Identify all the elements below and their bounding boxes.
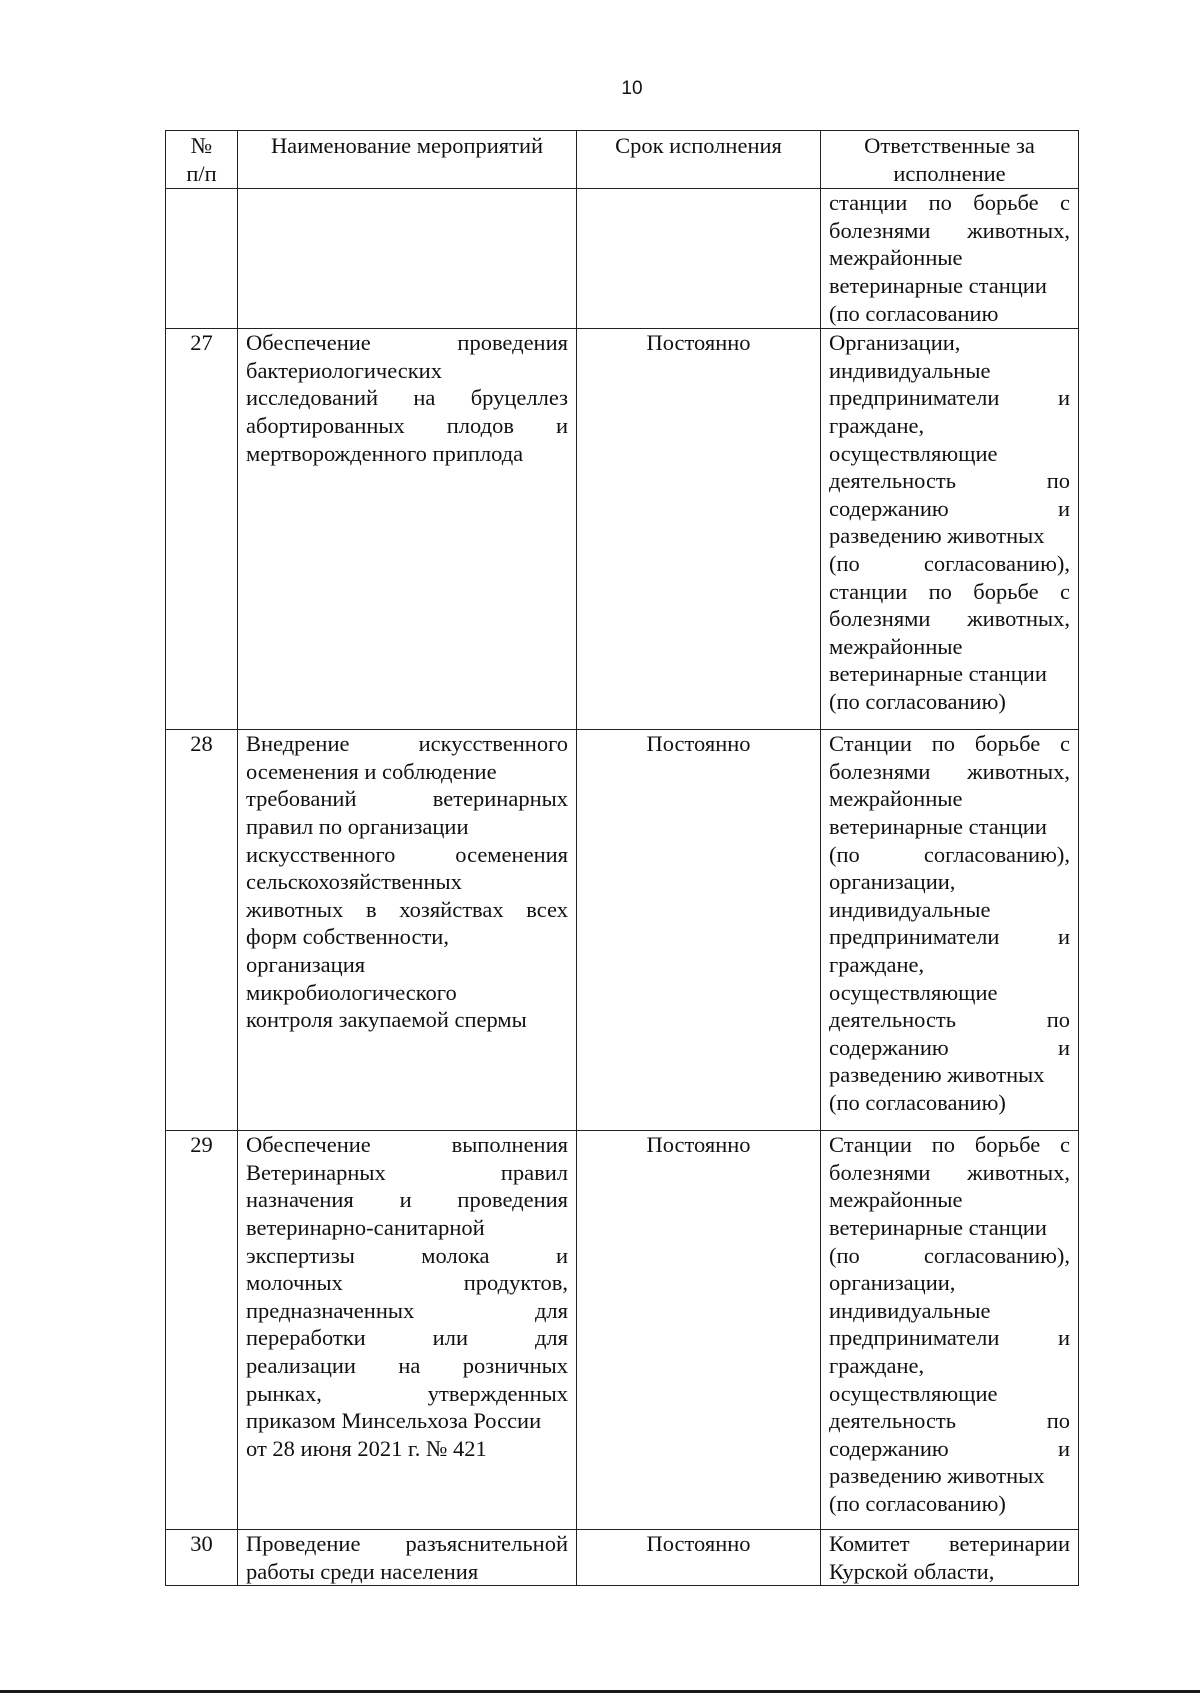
page-number: 10 (621, 78, 643, 99)
responsible-line: станции по борьбе с (829, 190, 1070, 216)
measure-name-line: молочных продуктов, (246, 1270, 568, 1296)
responsible-cell (821, 329, 1079, 730)
responsible-line: осуществляющие (829, 979, 998, 1005)
responsible-line: болезнями животных, (829, 1159, 1070, 1185)
responsible-line: деятельность по (829, 468, 1070, 494)
header-term (577, 131, 821, 189)
row-number-cell: 28 (166, 730, 238, 1131)
responsible-line: (по согласованию), (829, 550, 1070, 576)
responsible-line: болезнями животных, (829, 217, 1070, 243)
measure-name-cell (238, 329, 577, 730)
measure-name-line: осеменения и соблюдение (246, 758, 497, 784)
responsible-line: Комитет ветеринарии (829, 1531, 1070, 1557)
measure-name-cell (238, 1131, 577, 1530)
responsible-line: Организации, (829, 330, 961, 356)
responsible-line: болезнями животных, (829, 606, 1070, 632)
row-number-cell: 30 (166, 1530, 238, 1586)
measure-name-line: бактериологических (246, 357, 442, 383)
responsible-line: организации, (829, 1270, 956, 1296)
responsible-line: межрайонные (829, 1187, 963, 1213)
responsible-line: ветеринарные станции (829, 272, 1047, 298)
measure-name-line: Обеспечение проведения (246, 330, 568, 356)
table-row (166, 329, 1079, 730)
responsible-line: осуществляющие (829, 1380, 998, 1406)
measure-name-line: ветеринарно-санитарной (246, 1214, 485, 1240)
measure-name-line: форм собственности, (246, 924, 449, 950)
responsible-cell (821, 1131, 1079, 1530)
deadline-cell: Постоянно (577, 1530, 821, 1586)
measure-name-line: рынках, утвержденных (246, 1380, 568, 1406)
responsible-line: ветеринарные станции (829, 813, 1047, 839)
header-name (238, 131, 577, 189)
measure-name-cell (238, 1530, 577, 1586)
measure-name-line: назначения и проведения (246, 1187, 568, 1213)
measure-name-line: Обеспечение выполнения (246, 1132, 568, 1158)
deadline-cell: Постоянно (577, 329, 821, 730)
header-num-line: № (190, 133, 213, 158)
responsible-line: (по согласованию) (829, 688, 1006, 714)
responsible-line: станции по борьбе с (829, 578, 1070, 604)
measure-name-line: правил по организации (246, 813, 469, 839)
measure-name-line: Проведение разъяснительной (246, 1531, 568, 1557)
responsible-line: (по согласованию) (829, 1089, 1006, 1115)
row-number-cell: 29 (166, 1131, 238, 1530)
measure-name-line: требований ветеринарных (246, 786, 568, 812)
responsible-line: ветеринарные станции (829, 661, 1047, 687)
measure-name-line: переработки или для (246, 1325, 568, 1351)
responsible-line: содержанию и (829, 1034, 1070, 1060)
measure-name-line: сельскохозяйственных (246, 869, 462, 895)
responsible-line: (по согласованию), (829, 1242, 1070, 1268)
responsible-line: межрайонные (829, 633, 963, 659)
measure-name-line: от 28 июня 2021 г. № 421 (246, 1435, 487, 1461)
measures-table (165, 130, 1079, 1586)
measure-name-line: экспертизы молока и (246, 1242, 568, 1268)
header-num-line: п/п (186, 160, 217, 186)
responsible-line: Курской области, (829, 1558, 995, 1584)
responsible-line: осуществляющие (829, 440, 998, 466)
responsible-line: предприниматели и (829, 924, 1070, 950)
measure-name-line: организация (246, 951, 366, 977)
table-row (166, 1530, 1079, 1586)
table-row (166, 189, 1079, 329)
responsible-line: (по согласованию) (829, 1490, 1006, 1516)
responsible-line: предприниматели и (829, 385, 1070, 411)
responsible-line: разведению животных (829, 523, 1045, 549)
measure-name-line: Внедрение искусственного (246, 731, 568, 757)
responsible-line: содержанию и (829, 495, 1070, 521)
header-term-line: Срок исполнения (615, 133, 782, 158)
responsible-line: разведению животных (829, 1463, 1045, 1489)
responsible-line: граждане, (829, 1352, 925, 1378)
table-header-row (166, 131, 1079, 189)
responsible-line: (по согласованию), (829, 841, 1070, 867)
measure-name-line: работы среди населения (246, 1558, 479, 1584)
responsible-cell (821, 730, 1079, 1131)
binding-edge-line (0, 1690, 1200, 1693)
row-number-cell: 27 (166, 329, 238, 730)
measure-name-line: микробиологического (246, 979, 457, 1005)
responsible-line: содержанию и (829, 1435, 1070, 1461)
table-body (166, 189, 1079, 1586)
deadline-cell (577, 189, 821, 329)
measure-name-line: искусственного осеменения (246, 841, 568, 867)
responsible-line: предприниматели и (829, 1325, 1070, 1351)
responsible-cell (821, 1530, 1079, 1586)
header-responsible-line: Ответственные за (864, 133, 1035, 158)
measure-name-line: мертворожденного приплода (246, 440, 524, 466)
measure-name-line: животных в хозяйствах всех (246, 896, 568, 922)
responsible-line: межрайонные (829, 786, 963, 812)
measure-name-line: приказом Минсельхоза России (246, 1408, 542, 1434)
responsible-line: Станции по борьбе с (829, 731, 1070, 757)
responsible-line: деятельность по (829, 1408, 1070, 1434)
responsible-line: болезнями животных, (829, 758, 1070, 784)
measure-name-line: предназначенных для (246, 1297, 568, 1323)
header-responsible-line: исполнение (893, 160, 1006, 186)
header-name-line: Наименование мероприятий (270, 133, 544, 158)
measure-name-line: реализации на розничных (246, 1352, 568, 1378)
measure-name-cell (238, 730, 577, 1131)
measure-name-cell (238, 189, 577, 329)
deadline-cell: Постоянно (577, 1131, 821, 1530)
table-row (166, 1131, 1079, 1530)
responsible-line: индивидуальные (829, 1297, 991, 1323)
responsible-line: граждане, (829, 412, 925, 438)
responsible-line: индивидуальные (829, 896, 991, 922)
measure-name-line: Ветеринарных правил (246, 1159, 568, 1185)
measure-name-line: исследований на бруцеллез (246, 385, 568, 411)
responsible-line: деятельность по (829, 1007, 1070, 1033)
responsible-line: индивидуальные (829, 357, 991, 383)
responsible-line: разведению животных (829, 1062, 1045, 1088)
header-responsible (821, 131, 1079, 189)
responsible-line: межрайонные (829, 245, 963, 271)
table-row (166, 730, 1079, 1131)
responsible-line: (по согласованию (829, 300, 999, 326)
measure-name-line: абортированных плодов и (246, 412, 568, 438)
measure-name-line: контроля закупаемой спермы (246, 1007, 527, 1033)
responsible-line: граждане, (829, 951, 925, 977)
responsible-cell (821, 189, 1079, 329)
header-num (166, 131, 238, 189)
deadline-cell: Постоянно (577, 730, 821, 1131)
row-number-cell (166, 189, 238, 329)
responsible-line: организации, (829, 869, 956, 895)
responsible-line: ветеринарные станции (829, 1214, 1047, 1240)
responsible-line: Станции по борьбе с (829, 1132, 1070, 1158)
